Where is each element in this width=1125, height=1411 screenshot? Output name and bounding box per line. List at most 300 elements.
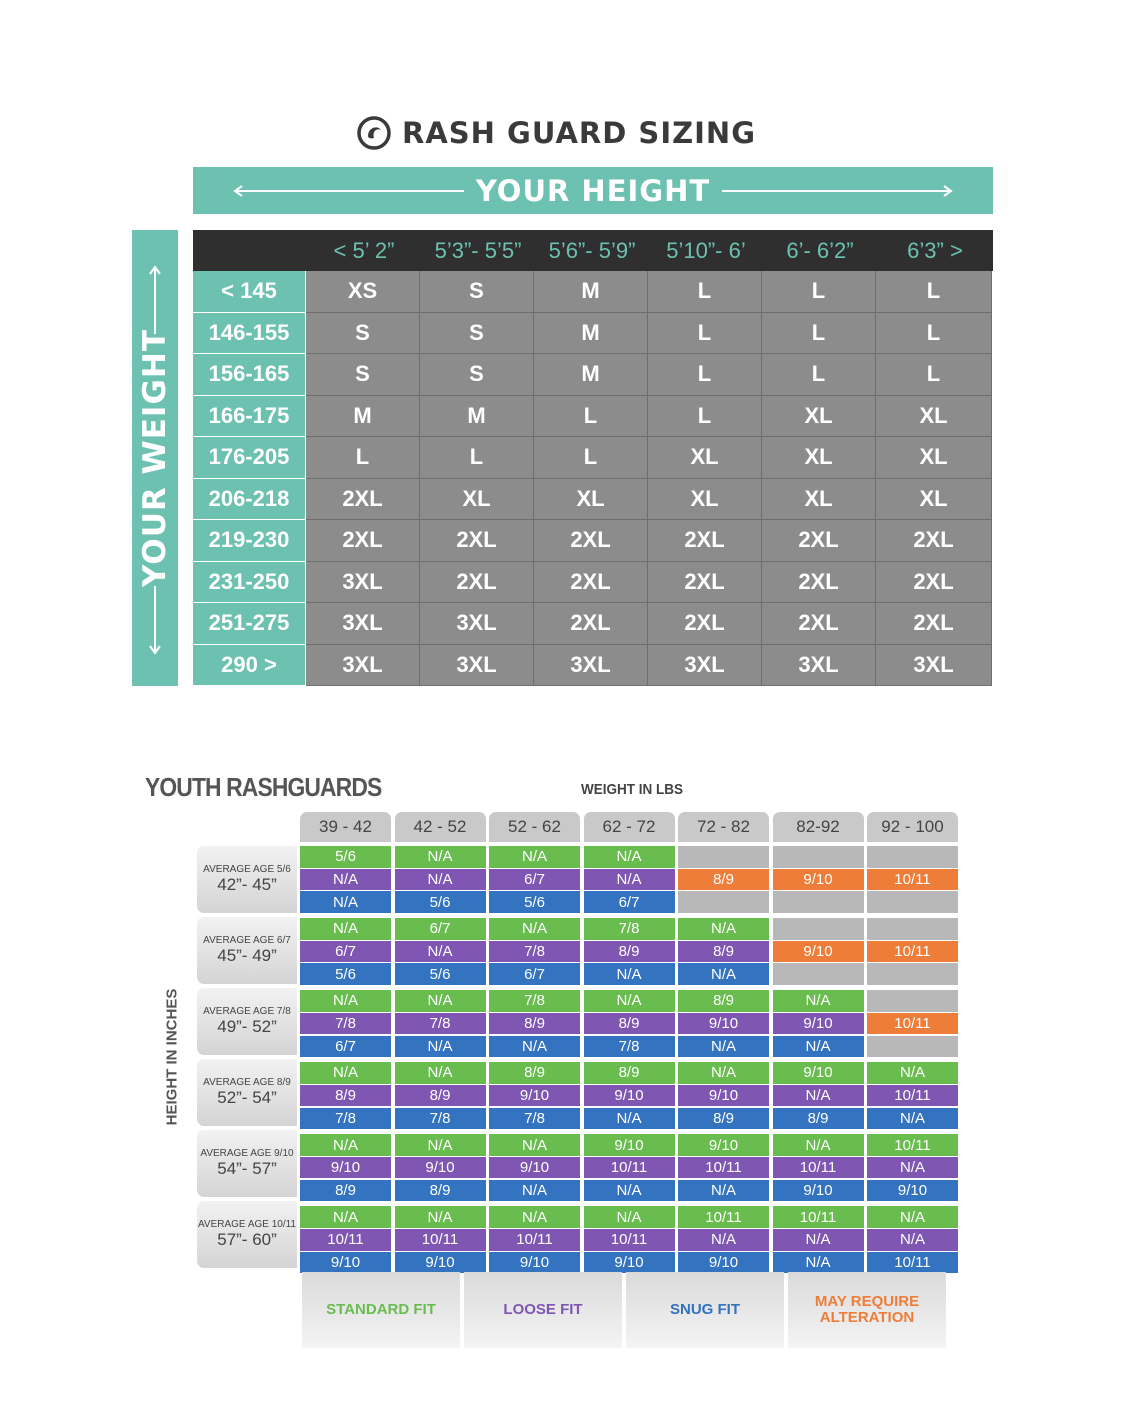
weight-axis-banner (132, 230, 178, 686)
loose-fit-cell: N/A (678, 1229, 769, 1251)
youth-cell-group (678, 846, 769, 914)
standard-fit-cell (678, 846, 769, 868)
weight-range-cell: 231-250 (193, 562, 306, 604)
snug-fit-cell: 10/11 (867, 1252, 958, 1274)
loose-fit-cell: 9/10 (678, 1013, 769, 1035)
snug-fit-cell: N/A (584, 963, 675, 985)
youth-cell-group (300, 1206, 391, 1274)
weight-axis-label: YOUR WEIGHT (137, 329, 173, 587)
standard-fit-cell: N/A (300, 1134, 391, 1156)
standard-fit-cell: N/A (395, 1062, 486, 1084)
snug-fit-cell: 6/7 (489, 963, 580, 985)
adult-header-row (193, 230, 993, 271)
standard-fit-cell: N/A (584, 990, 675, 1012)
loose-fit-cell: 8/9 (584, 941, 675, 963)
standard-fit-cell: N/A (678, 918, 769, 940)
weight-header: 92 - 100 (867, 812, 958, 842)
size-cell: 3XL (306, 603, 420, 645)
size-cell: XL (876, 437, 992, 479)
size-cell: 2XL (420, 562, 534, 604)
size-cell: 2XL (762, 603, 876, 645)
standard-fit-cell: N/A (867, 1062, 958, 1084)
height-range-label (197, 1059, 297, 1126)
youth-cell-group (584, 990, 675, 1058)
adult-row (193, 437, 993, 479)
height-range: 45”- 49” (217, 946, 277, 965)
snug-fit-cell: 9/10 (773, 1180, 864, 1202)
size-cell: XL (648, 479, 762, 521)
size-cell: XL (420, 479, 534, 521)
weight-lbs-label: WEIGHT IN LBS (581, 781, 683, 798)
size-cell: L (876, 354, 992, 396)
loose-fit-cell: N/A (867, 1157, 958, 1179)
height-inches-label: HEIGHT IN INCHES (163, 988, 181, 1126)
alteration-cell: 10/11 (867, 869, 958, 891)
size-cell: S (420, 354, 534, 396)
standard-fit-cell: N/A (867, 1206, 958, 1228)
size-cell: 2XL (306, 479, 420, 521)
youth-cell-group (867, 990, 958, 1058)
size-cell: L (876, 271, 992, 313)
loose-fit-cell: 8/9 (489, 1013, 580, 1035)
size-cell: 2XL (534, 562, 648, 604)
size-cell: L (876, 313, 992, 355)
size-cell: S (306, 354, 420, 396)
youth-cell-group (395, 1206, 486, 1274)
height-range-label (197, 917, 297, 984)
size-cell: L (648, 354, 762, 396)
youth-row-block (300, 1206, 962, 1274)
standard-fit-cell: 5/6 (300, 846, 391, 868)
snug-fit-cell: 6/7 (584, 891, 675, 913)
size-cell: 3XL (876, 645, 992, 687)
youth-cell-group (867, 1206, 958, 1274)
snug-fit-cell: 7/8 (489, 1108, 580, 1130)
size-cell: 3XL (534, 645, 648, 687)
loose-fit-cell: 9/10 (300, 1157, 391, 1179)
standard-fit-cell: N/A (395, 1206, 486, 1228)
weight-range-cell: 206-218 (193, 479, 306, 521)
standard-fit-cell: N/A (489, 918, 580, 940)
adult-row (193, 396, 993, 438)
weight-range-cell: < 145 (193, 271, 306, 313)
loose-fit-cell: 9/10 (678, 1085, 769, 1107)
youth-size-table (300, 846, 962, 1278)
alteration-cell: 10/11 (867, 1013, 958, 1035)
snug-fit-cell: N/A (300, 891, 391, 913)
youth-cell-group (678, 1134, 769, 1202)
loose-fit-cell: 9/10 (773, 1013, 864, 1035)
snug-fit-cell (867, 1036, 958, 1058)
standard-fit-cell: N/A (489, 846, 580, 868)
snug-fit-cell: 9/10 (867, 1180, 958, 1202)
loose-fit-cell: 10/11 (773, 1157, 864, 1179)
youth-cell-group (584, 846, 675, 914)
size-cell: 2XL (876, 603, 992, 645)
loose-fit-cell: N/A (773, 1085, 864, 1107)
snug-fit-cell (867, 891, 958, 913)
loose-fit-cell: 10/11 (584, 1157, 675, 1179)
height-range-label (197, 1201, 297, 1268)
arrow-up-icon (148, 264, 162, 334)
average-age: AVERAGE AGE 6/7 (203, 935, 291, 946)
loose-fit-cell: 10/11 (867, 1085, 958, 1107)
youth-cell-group (773, 1062, 864, 1130)
average-age: AVERAGE AGE 5/6 (203, 864, 291, 875)
youth-cell-group (867, 918, 958, 986)
weight-header: 42 - 52 (395, 812, 486, 842)
standard-fit-cell: 10/11 (867, 1134, 958, 1156)
standard-fit-cell: N/A (300, 1206, 391, 1228)
loose-fit-cell: 9/10 (489, 1157, 580, 1179)
size-cell: 3XL (762, 645, 876, 687)
youth-cell-group (773, 846, 864, 914)
standard-fit-cell: 9/10 (773, 1062, 864, 1084)
height-range: 42”- 45” (217, 875, 277, 894)
loose-fit-cell: 9/10 (395, 1157, 486, 1179)
size-cell: L (534, 437, 648, 479)
weight-header: 39 - 42 (300, 812, 391, 842)
youth-cell-group (678, 990, 769, 1058)
standard-fit-cell (867, 918, 958, 940)
youth-row-block (300, 1062, 962, 1130)
average-age: AVERAGE AGE 10/11 (197, 1219, 296, 1230)
size-cell: 2XL (648, 603, 762, 645)
table-corner (193, 230, 307, 271)
snug-fit-cell (678, 891, 769, 913)
loose-fit-cell: N/A (773, 1229, 864, 1251)
adult-row (193, 313, 993, 355)
snug-fit-cell: 5/6 (395, 891, 486, 913)
height-range-label (197, 846, 297, 913)
standard-fit-cell: 6/7 (395, 918, 486, 940)
standard-fit-cell: 10/11 (773, 1206, 864, 1228)
youth-cell-group (489, 990, 580, 1058)
snug-fit-cell: 5/6 (395, 963, 486, 985)
youth-cell-group (584, 918, 675, 986)
loose-fit-cell: 7/8 (300, 1013, 391, 1035)
youth-cell-group (395, 1062, 486, 1130)
size-cell: L (762, 354, 876, 396)
youth-cell-group (584, 1206, 675, 1274)
youth-cell-group (584, 1062, 675, 1130)
snug-fit-cell (773, 891, 864, 913)
size-cell: L (762, 313, 876, 355)
snug-fit-cell: 9/10 (489, 1252, 580, 1274)
snug-fit-cell (867, 963, 958, 985)
loose-fit-cell: 8/9 (300, 1085, 391, 1107)
standard-fit-cell: 8/9 (678, 990, 769, 1012)
alteration-cell: 10/11 (867, 941, 958, 963)
standard-fit-cell: N/A (773, 990, 864, 1012)
youth-row-block (300, 918, 962, 986)
size-cell: XL (534, 479, 648, 521)
brand-logo-icon (356, 115, 392, 151)
snug-fit-cell: 7/8 (395, 1108, 486, 1130)
youth-cell-group (867, 1062, 958, 1130)
youth-row-block (300, 990, 962, 1058)
standard-fit-cell: N/A (678, 1062, 769, 1084)
weight-range-cell: 219-230 (193, 520, 306, 562)
youth-cell-group (773, 1134, 864, 1202)
size-cell: L (762, 271, 876, 313)
snug-fit-cell: N/A (678, 1180, 769, 1202)
standard-fit-cell: N/A (773, 1134, 864, 1156)
youth-cell-group (867, 1134, 958, 1202)
size-cell: XL (762, 437, 876, 479)
snug-fit-cell: 6/7 (300, 1036, 391, 1058)
snug-fit-cell: 7/8 (300, 1108, 391, 1130)
height-header: 6’3” > (907, 237, 963, 263)
size-cell: 2XL (762, 520, 876, 562)
size-cell: XL (876, 396, 992, 438)
legend-item: SNUG FIT (626, 1272, 784, 1348)
loose-fit-cell: N/A (300, 869, 391, 891)
size-cell: 3XL (420, 645, 534, 687)
adult-row (193, 271, 993, 313)
standard-fit-cell: 7/8 (489, 990, 580, 1012)
standard-fit-cell: N/A (395, 990, 486, 1012)
standard-fit-cell: N/A (300, 918, 391, 940)
weight-header: 62 - 72 (584, 812, 675, 842)
snug-fit-cell: N/A (489, 1036, 580, 1058)
size-cell: M (534, 271, 648, 313)
standard-fit-cell (867, 990, 958, 1012)
size-cell: L (648, 271, 762, 313)
fit-legend (302, 1272, 950, 1348)
youth-cell-group (300, 846, 391, 914)
size-cell: 2XL (876, 520, 992, 562)
loose-fit-cell: 8/9 (395, 1085, 486, 1107)
alteration-cell: 8/9 (678, 869, 769, 891)
height-range: 49”- 52” (217, 1017, 277, 1036)
snug-fit-cell: N/A (584, 1108, 675, 1130)
legend-item: LOOSE FIT (464, 1272, 622, 1348)
height-range: 52”- 54” (217, 1088, 277, 1107)
youth-cell-group (678, 1062, 769, 1130)
adult-row (193, 562, 993, 604)
loose-fit-cell: N/A (395, 941, 486, 963)
size-cell: M (534, 313, 648, 355)
snug-fit-cell: N/A (773, 1036, 864, 1058)
youth-cell-group (489, 846, 580, 914)
youth-cell-group (395, 1134, 486, 1202)
height-axis-banner (193, 167, 993, 214)
size-cell: XL (648, 437, 762, 479)
youth-cell-group (395, 846, 486, 914)
loose-fit-cell: 10/11 (584, 1229, 675, 1251)
standard-fit-cell: N/A (300, 1062, 391, 1084)
size-cell: 3XL (306, 645, 420, 687)
snug-fit-cell: 5/6 (489, 891, 580, 913)
size-cell: 3XL (306, 562, 420, 604)
standard-fit-cell: N/A (489, 1134, 580, 1156)
snug-fit-cell: 9/10 (584, 1252, 675, 1274)
adult-row (193, 479, 993, 521)
youth-row-block (300, 1134, 962, 1202)
standard-fit-cell: N/A (584, 846, 675, 868)
youth-cell-group (773, 918, 864, 986)
height-range-label (197, 1130, 297, 1197)
loose-fit-cell: 8/9 (678, 941, 769, 963)
snug-fit-cell: 8/9 (395, 1180, 486, 1202)
size-cell: 2XL (762, 562, 876, 604)
average-age: AVERAGE AGE 9/10 (200, 1148, 294, 1159)
loose-fit-cell: 10/11 (395, 1229, 486, 1251)
chart-title-text: RASH GUARD SIZING (402, 116, 756, 150)
height-range: 54”- 57” (217, 1159, 277, 1178)
size-cell: 2XL (420, 520, 534, 562)
standard-fit-cell: 9/10 (678, 1134, 769, 1156)
standard-fit-cell (773, 846, 864, 868)
legend-item: MAY REQUIRE ALTERATION (788, 1272, 946, 1348)
loose-fit-cell: 10/11 (300, 1229, 391, 1251)
youth-cell-group (489, 1134, 580, 1202)
youth-cell-group (584, 1134, 675, 1202)
standard-fit-cell: N/A (395, 1134, 486, 1156)
snug-fit-cell: N/A (867, 1108, 958, 1130)
size-cell: 2XL (534, 603, 648, 645)
standard-fit-cell: 8/9 (584, 1062, 675, 1084)
snug-fit-cell: 8/9 (773, 1108, 864, 1130)
size-cell: XL (876, 479, 992, 521)
standard-fit-cell: 7/8 (584, 918, 675, 940)
snug-fit-cell: N/A (773, 1252, 864, 1274)
youth-cell-group (395, 918, 486, 986)
standard-fit-cell: 8/9 (489, 1062, 580, 1084)
snug-fit-cell: N/A (584, 1180, 675, 1202)
youth-cell-group (300, 990, 391, 1058)
standard-fit-cell: N/A (395, 846, 486, 868)
weight-range-cell: 166-175 (193, 396, 306, 438)
snug-fit-cell: 9/10 (395, 1252, 486, 1274)
standard-fit-cell: N/A (584, 1206, 675, 1228)
height-header: 6’- 6’2” (786, 237, 854, 263)
adult-row (193, 520, 993, 562)
size-cell: XL (762, 396, 876, 438)
size-cell: S (306, 313, 420, 355)
weight-range-cell: 156-165 (193, 354, 306, 396)
arrow-down-icon (148, 586, 162, 656)
standard-fit-cell: 9/10 (584, 1134, 675, 1156)
youth-cell-group (678, 1206, 769, 1274)
snug-fit-cell: 9/10 (678, 1252, 769, 1274)
adult-row (193, 645, 993, 687)
adult-rows (193, 271, 993, 686)
size-cell: 2XL (306, 520, 420, 562)
snug-fit-cell: 9/10 (300, 1252, 391, 1274)
height-header: 5’6”- 5’9” (548, 237, 636, 263)
youth-cell-group (773, 990, 864, 1058)
youth-cell-group (300, 1134, 391, 1202)
loose-fit-cell: N/A (867, 1229, 958, 1251)
arrow-left-icon (232, 184, 464, 198)
size-cell: M (420, 396, 534, 438)
size-cell: S (420, 271, 534, 313)
weight-range-cell: 290 > (193, 645, 306, 687)
snug-fit-cell: 8/9 (300, 1180, 391, 1202)
height-header: < 5’ 2” (333, 237, 395, 263)
snug-fit-cell: 7/8 (584, 1036, 675, 1058)
snug-fit-cell: N/A (489, 1180, 580, 1202)
snug-fit-cell: N/A (678, 963, 769, 985)
youth-row-labels (197, 846, 297, 1272)
average-age: AVERAGE AGE 8/9 (203, 1077, 291, 1088)
adult-size-table (193, 230, 993, 686)
loose-fit-cell: N/A (395, 869, 486, 891)
youth-cell-group (489, 1062, 580, 1130)
height-header: 5’3”- 5’5” (434, 237, 522, 263)
size-cell: XS (306, 271, 420, 313)
size-cell: 2XL (876, 562, 992, 604)
youth-cell-group (300, 918, 391, 986)
alteration-cell: 9/10 (773, 941, 864, 963)
adult-row (193, 603, 993, 645)
average-age: AVERAGE AGE 7/8 (203, 1006, 291, 1017)
youth-cell-group (773, 1206, 864, 1274)
loose-fit-cell: 10/11 (678, 1157, 769, 1179)
size-cell: 2XL (534, 520, 648, 562)
loose-fit-cell: 6/7 (300, 941, 391, 963)
arrow-right-icon (722, 184, 954, 198)
snug-fit-cell: 5/6 (300, 963, 391, 985)
standard-fit-cell (867, 846, 958, 868)
size-cell: M (534, 354, 648, 396)
size-cell: 2XL (648, 562, 762, 604)
alteration-cell: 9/10 (773, 869, 864, 891)
standard-fit-cell: N/A (489, 1206, 580, 1228)
height-axis-label: YOUR HEIGHT (475, 173, 711, 208)
weight-header: 82-92 (773, 812, 864, 842)
youth-header-row (300, 812, 962, 842)
adult-row (193, 354, 993, 396)
weight-range-cell: 176-205 (193, 437, 306, 479)
weight-range-cell: 251-275 (193, 603, 306, 645)
standard-fit-cell (773, 918, 864, 940)
loose-fit-cell: 7/8 (395, 1013, 486, 1035)
loose-fit-cell: 9/10 (584, 1085, 675, 1107)
size-cell: XL (762, 479, 876, 521)
youth-cell-group (300, 1062, 391, 1130)
snug-fit-cell: N/A (678, 1036, 769, 1058)
size-cell: L (306, 437, 420, 479)
loose-fit-cell: 9/10 (489, 1085, 580, 1107)
size-cell: L (420, 437, 534, 479)
loose-fit-cell: 6/7 (489, 869, 580, 891)
size-cell: L (534, 396, 648, 438)
youth-cell-group (489, 918, 580, 986)
weight-header: 72 - 82 (678, 812, 769, 842)
snug-fit-cell (773, 963, 864, 985)
size-cell: 3XL (648, 645, 762, 687)
size-cell: S (420, 313, 534, 355)
standard-fit-cell: 10/11 (678, 1206, 769, 1228)
loose-fit-cell: 8/9 (584, 1013, 675, 1035)
loose-fit-cell: 7/8 (489, 941, 580, 963)
legend-item: STANDARD FIT (302, 1272, 460, 1348)
size-cell: 2XL (648, 520, 762, 562)
snug-fit-cell: N/A (395, 1036, 486, 1058)
size-cell: L (648, 313, 762, 355)
youth-row-block (300, 846, 962, 914)
youth-cell-group (678, 918, 769, 986)
height-header: 5’10”- 6’ (666, 237, 746, 263)
snug-fit-cell: 8/9 (678, 1108, 769, 1130)
youth-cell-group (489, 1206, 580, 1274)
loose-fit-cell: 10/11 (489, 1229, 580, 1251)
youth-cell-group (867, 846, 958, 914)
weight-header: 52 - 62 (489, 812, 580, 842)
